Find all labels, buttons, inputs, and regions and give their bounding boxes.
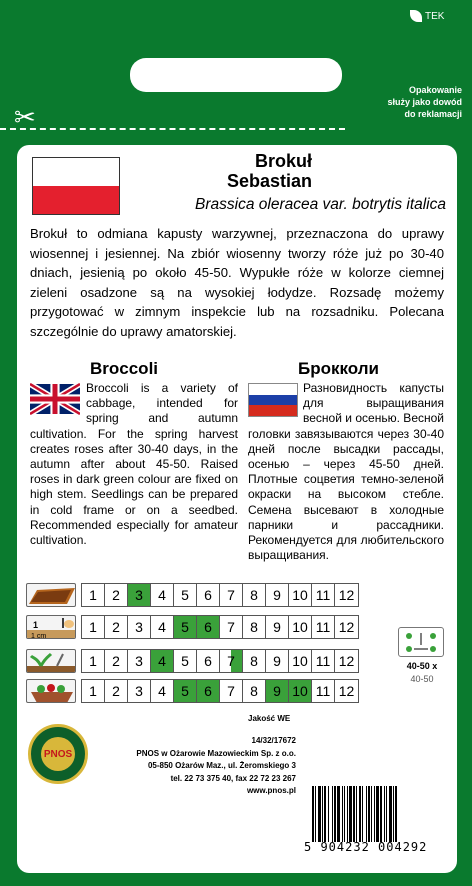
month-cell: 12 (338, 653, 355, 669)
month-cell: 11 (312, 584, 335, 606)
pnos-seal-logo (28, 724, 88, 784)
month-cell: 5 (174, 584, 197, 606)
plant-spacing-primary: 40-50 x (406, 661, 438, 671)
calendar-row-harvest (26, 680, 366, 702)
month-cell: 11 (312, 680, 335, 702)
month-cell: 1 (82, 650, 105, 672)
russian-description: Разновидность капусты для выращивания весной и осенью. Весной головки завязываются через 30-40 дней после высадки рассады, осенью – через 45-50 дней. Плотные соцветия темно-зеленой окраски на высоком стебле. Семена высевают в холодные парники и рассадники. Рекомендуется для любительского выращивания. (248, 381, 444, 563)
month-cell: 4 (151, 616, 174, 638)
english-heading: Broccoli (90, 359, 159, 378)
latin-name: Brassica oleracea var. botrytis italica (195, 196, 446, 213)
packaging-note: Opakowanie służy jako dowód do reklamacji (387, 85, 462, 119)
month-cell: 7 (220, 584, 243, 606)
month-cell: 4 (151, 584, 174, 606)
month-cell: 6 (197, 616, 220, 638)
month-cell: 12 (338, 683, 355, 699)
month-cell: 9 (266, 650, 289, 672)
tek-label: TEK (425, 10, 445, 22)
sowing-depth-icon (26, 615, 76, 639)
svg-text:1 cm: 1 cm (31, 633, 47, 639)
scissors-icon: ✂ (14, 102, 36, 132)
month-cell: 10 (289, 650, 312, 672)
month-cell: 2 (105, 650, 128, 672)
transplant-icon (26, 649, 76, 673)
barcode (312, 786, 444, 842)
month-cell: 6 (197, 650, 220, 672)
leaf-icon (410, 10, 422, 22)
plant-spacing-secondary: 40-50 (410, 674, 434, 684)
month-cell: 8 (243, 650, 266, 672)
month-cell: 7 (220, 616, 243, 638)
month-cell: 9 (266, 680, 289, 702)
svg-text:1: 1 (33, 620, 39, 630)
month-cell: 4 (151, 680, 174, 702)
month-cell: 10 (289, 680, 312, 702)
month-cell: 10 (289, 584, 312, 606)
russian-heading: Брокколи (298, 359, 379, 378)
seed-tray-icon (26, 583, 76, 607)
barcode-bar (397, 786, 398, 842)
poland-flag-icon (32, 157, 120, 215)
month-cell: 7 (220, 680, 243, 702)
harvest-icon (26, 679, 76, 703)
company-info: 14/32/17672 PNOS w Ożarowie Mazowieckim Sp. z o.o. 05-850 Ożarów Maz., ul. Żeromskiego 3 tel. 22 73 375 40, fax 22 72 23 267 www.pnos.pl (90, 735, 296, 798)
month-cell: 5 (174, 650, 197, 672)
barcode-digits: 5 904232 004292 (304, 840, 428, 854)
month-cell: 11 (312, 650, 335, 672)
month-cells (81, 615, 359, 639)
month-cell: 5 (174, 680, 197, 702)
month-cell: 6 (197, 584, 220, 606)
cut-line (0, 128, 345, 130)
hang-slot (130, 58, 342, 92)
month-cell: 1 (82, 616, 105, 638)
month-cells (81, 679, 359, 703)
plant-spacing-icon (398, 627, 444, 657)
month-cell: 2 (105, 616, 128, 638)
calendar-row-sowing (26, 584, 366, 606)
month-cell: 3 (128, 680, 151, 702)
month-cell: 11 (312, 616, 335, 638)
month-cell: 8 (243, 584, 266, 606)
month-cell: 4 (151, 650, 174, 672)
month-cell: 8 (243, 616, 266, 638)
month-cell: 2 (105, 584, 128, 606)
month-cell: 6 (197, 680, 220, 702)
tek-badge (410, 10, 444, 22)
month-cell: 3 (128, 616, 151, 638)
month-cell: 1 (82, 680, 105, 702)
month-cell: 5 (174, 616, 197, 638)
english-description: Broccoli is a variety of cabbage, intended for spring and autumn cultivation. For the spring harvest creates roses after 30-40 days, in the autumn after about 45-50. Raised roses in dark green colour are fixed on high stem. Seedlings can be prepared in cold frame or on a seedbed. Recommended especially for amateur cultivation. (30, 381, 238, 548)
calendar-row-depth (26, 616, 366, 638)
quality-label: Jakość WE (248, 714, 291, 723)
product-title: Brokuł Sebastian (226, 151, 312, 191)
month-cell: 2 (105, 680, 128, 702)
month-cell: 1 (82, 584, 105, 606)
month-cell: 3 (128, 584, 151, 606)
polish-description: Brokuł to odmiana kapusty warzywnej, przeznaczona do uprawy wiosennej i jesiennej. Na zbiór wiosenny tworzy róże już po 30-40 dniach, jesienią po około 45-50. Wypukłe róże w kolorze ciemnej zieleni osadzone są na wysokiej łodydze. Rozsadę możemy przygotować w zimnym inspekcie lub na rozsadniku. Polecana szczególnie do uprawy amatorskiej. (30, 226, 444, 339)
month-cell: 9 (266, 584, 289, 606)
lot-number: 14/32/17672 (251, 736, 296, 745)
website-link[interactable]: www.pnos.pl (246, 786, 296, 795)
month-cells (81, 649, 359, 673)
month-cells (81, 583, 359, 607)
month-cell: 10 (289, 616, 312, 638)
month-cell: 12 (338, 619, 355, 635)
month-cell: 7 (220, 650, 243, 672)
seal-text: PNOS (41, 737, 75, 771)
month-cell: 12 (338, 587, 355, 603)
month-cell: 8 (243, 680, 266, 702)
month-cell: 3 (128, 650, 151, 672)
month-cell: 9 (266, 616, 289, 638)
calendar-row-transplant (26, 650, 366, 672)
